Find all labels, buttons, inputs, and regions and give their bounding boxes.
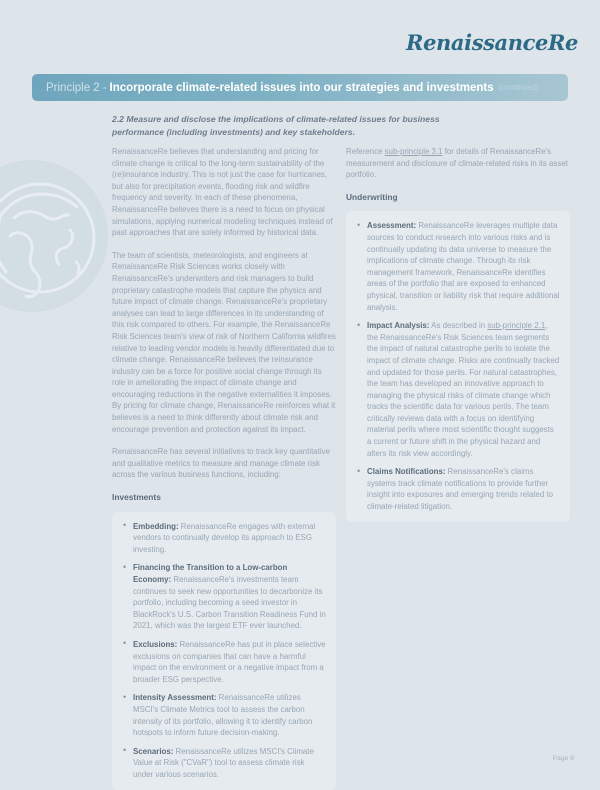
bullet-term: Exclusions:	[133, 639, 178, 649]
bullet-text-after-link: , the RenaissanceRe's Risk Sciences team segments the impact of natural catastrophe perils to isolate the impact of climate change. Risks are continually tracked and updated for those perils. For natural catastrophes, the team has developed an innovative approach to managing the physical risks of climate change which tracks the scientific data for various perils. The team critically reviews data with a focus on identifying material perils where most scientific thought suggests a current or future shift in the physical hazard and alters its risk view accordingly.	[367, 321, 560, 458]
list-item	[122, 521, 326, 556]
watermark-disc	[0, 160, 108, 312]
bullet-term: Scenarios:	[133, 746, 174, 756]
list-item	[122, 746, 326, 781]
list-item	[122, 692, 326, 738]
reference-suffix: for details of RenaissanceRe's measurement and disclosure of climate-related risks in its asset portfolio.	[346, 147, 568, 180]
globe-leaf-glyph	[0, 152, 116, 320]
sub-principle-2-1-link[interactable]: sub-principle 2.1	[487, 321, 546, 331]
sub-principle-3-1-link[interactable]: sub-principle 3.1	[384, 147, 443, 156]
banner-continued-label: (continued)	[498, 83, 539, 92]
underwriting-panel	[346, 211, 570, 521]
bullet-text-before-link: As described in	[429, 321, 488, 331]
investments-panel	[112, 512, 336, 790]
list-item	[356, 220, 560, 313]
list-item	[122, 639, 326, 685]
paragraph-reference	[346, 146, 570, 181]
paragraph-initiatives: RenaissanceRe has several initiatives to track key quantitative and qualitative metrics to measure and manage climate risk across the various business functions, including:	[112, 447, 330, 480]
bullet-text: RenaissanceRe has put in place selective exclusions on companies that can have a harmful impact on the environment or a negative impact from a broader ESG perspective.	[133, 639, 326, 684]
renaissancere-logo: RenaissanceRe	[406, 30, 578, 55]
bullet-term: Claims Notifications:	[367, 467, 446, 477]
page-number-footer: Page 8	[552, 755, 574, 762]
banner-separator: -	[102, 81, 107, 94]
bullet-term: Financing the Transition to a Low-carbon Economy:	[133, 563, 288, 584]
bullet-text: RenaissanceRe utilizes MSCI's Climate Value at Risk ("CVaR") tool to assess climate risk under various scenarios.	[133, 746, 314, 779]
investments-bullet-list	[122, 521, 326, 781]
bullet-term: Intensity Assessment:	[133, 693, 217, 703]
banner-title: Incorporate climate-related issues into our strategies and investments	[109, 81, 494, 94]
bullet-text: RenaissanceRe leverages multiple data sources to conduct research into various risks and is continually updating its data universe to measure the implications of climate change. Through its risk management framework, RenaissanceRe identifies areas of the portfolio that are exposed to enhanced physical, transition or liability risk that require additional analysis.	[367, 221, 560, 312]
bullet-term: Embedding:	[133, 521, 179, 531]
bullet-term: Impact Analysis:	[367, 321, 430, 331]
paragraph-risk-sciences: The team of scientists, meteorologists, and engineers at RenaissanceRe Risk Sciences works closely with RenaissanceRe's underwriters and risk managers to build proprietary catastrophe models that capture the physics and future impact of climate change. RenaissanceRe's proprietary analyses can lead to large differences in its understanding of this risk compared to others. For example, the RenaissanceRe Risk Sciences team's view of risk of Northern California wildfires relative to leading vendor models is heavily differentiated due to climate change. RenaissanceRe believes the reinsurance industry can be a force for positive social change through its role in ameliorating the impact of climate change and encouraging reductions in the negative externalities it imposes. By pricing for climate change, RenaissanceRe reinforces what it believes is a need to think differently about climate risk and encourage prevention and protection against its impact.	[112, 250, 336, 434]
bullet-text: RenaissanceRe utilizes MSCI's Climate Metrics tool to assess the carbon intensity of its portfolio, allowing it to identify carbon hotspots to inform future decision-making.	[133, 693, 313, 738]
section-subheading: 2.2 Measure and disclose the implications of climate-related issues for business performance (including investments) and key stakeholders.	[112, 114, 440, 137]
right-content-column	[346, 146, 570, 522]
list-item	[356, 320, 560, 459]
globe-leaf-watermark-icon	[0, 152, 116, 320]
investments-section-title: Investments	[112, 492, 161, 503]
bullet-term: Assessment:	[367, 221, 417, 231]
underwriting-bullet-list	[356, 220, 560, 512]
reference-prefix: Reference	[346, 147, 385, 156]
list-item	[122, 562, 326, 632]
bullet-text: RenaissanceRe's claims systems track climate notifications to provide further insight into exposures and emerging trends related to climate-related litigation.	[367, 467, 553, 512]
bullet-text: RenaissanceRe engages with external vendors to continually develop its approach to ESG investing.	[133, 521, 316, 554]
list-item	[356, 466, 560, 512]
principle-banner	[32, 74, 568, 101]
left-content-column	[112, 146, 336, 790]
bullet-text: RenaissanceRe's investments team continues to seek new opportunities to decarbonize its portfolio, including becoming a seed investor in BlackRock's U.S. Carbon Transition Readiness Fund in 2021, which was the largest ETF ever launched.	[133, 575, 326, 631]
underwriting-section-title: Underwriting	[346, 191, 398, 202]
banner-principle-label: Principle 2	[46, 81, 100, 94]
paragraph-intro-pricing: RenaissanceRe believes that understanding and pricing for climate change is critical to the long-term sustainability of the (re)insurance industry. This is not just the case for hurricanes, but also for precipitation events, flooding risk and wildfire frequency and severity. In each of these phenomena, RenaissanceRe believes there is a need to focus on physical simulations, applying numerical modeling techniques instead of past approaches that are solely informed by historical data.	[112, 147, 333, 238]
